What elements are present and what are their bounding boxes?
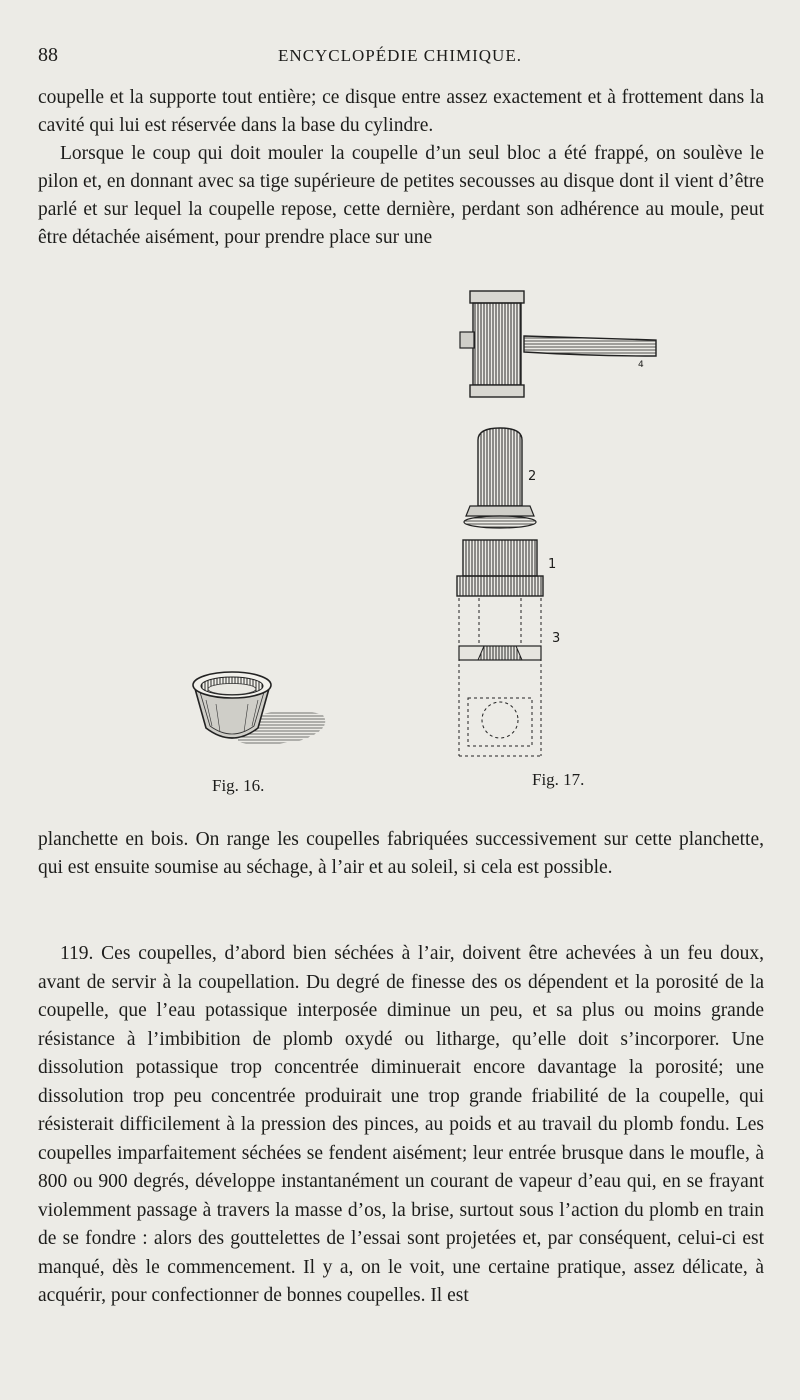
figure-17-caption: Fig. 17. — [532, 770, 585, 789]
disc-illustration — [459, 646, 541, 660]
mould-base-illustration — [459, 598, 541, 756]
cupel-illustration — [193, 672, 325, 745]
pestle-illustration — [464, 428, 536, 528]
hammer-illustration — [460, 291, 656, 397]
running-title: ENCYCLOPÉDIE CHIMIQUE. — [278, 46, 522, 65]
running-head — [38, 44, 762, 74]
paragraph-after-figure: planchette en bois. On range les coupelles fabriquées successivement sur cette planchette, qui est ensuite soumise au séchage, à l’air et au soleil, si cela est possible. — [38, 829, 764, 878]
mould-cylinder-illustration — [457, 540, 543, 596]
part-label-2: 2 — [528, 469, 537, 484]
paragraph-lorsque: Lorsque le coup qui doit mouler la coupelle d’un seul bloc a été frappé, on soulève le pilon et, en donnant avec sa tige supérieure de petites secousses au disque dont il vient d’être parlé et sur lequel la coupelle repose, cette dernière, perdant son adhérence au moule, peut être détachée aisément, pour prendre place sur une — [38, 143, 764, 248]
figure-area — [0, 280, 800, 800]
part-label-1: 1 — [548, 557, 557, 572]
figure-16-caption: Fig. 16. — [212, 776, 265, 795]
part-label-3: 3 — [552, 631, 561, 646]
part-label-4: 4 — [638, 360, 644, 370]
paragraph-119: 119. Ces coupelles, d’abord bien séchées à l’air, doivent être achevées à un feu doux, avant de servir à la coupellation. Du degré de finesse des os dépendent et la porosité de la coupelle, que l’eau potassique interposée diminue un peu, et sa plus ou moins grande résistance à l’imbibition de plomb oxydé ou litharge, qu’elle doit s’incorporer. Une dissolution potassique trop concentrée diminuerait encore davantage la porosité; une dissolution trop peu concentrée produirait une trop grande friabilité de la coupelle, qui résisterait difficilement à la pression des pinces, au poids et au travail du plomb fondu. Les coupelles imparfaitement séchées se fendent aisément; leur entrée brusque dans le moufle, à 800 ou 900 degrés, développe instantanément un courant de vapeur d’eau qui, en se frayant violemment passage à travers la masse d’os, la brise, surtout sous l’action du plomb en train de se fondre : alors des gouttelettes de l’essai sont projetées et, par conséquent, celui-ci est manqué, dès le commencement. Il y a, on le voit, une certaine pratique, assez délicate, à acquérir, pour confectionner de bonnes coupelles. Il est — [38, 943, 764, 1306]
figure-engravings — [0, 280, 800, 800]
page-number: 88 — [38, 44, 58, 66]
paragraph-continuation: coupelle et la supporte tout entière; ce disque entre assez exactement et à frottement dans la cavité qui lui est réservée dans la base du cylindre. — [38, 87, 764, 136]
